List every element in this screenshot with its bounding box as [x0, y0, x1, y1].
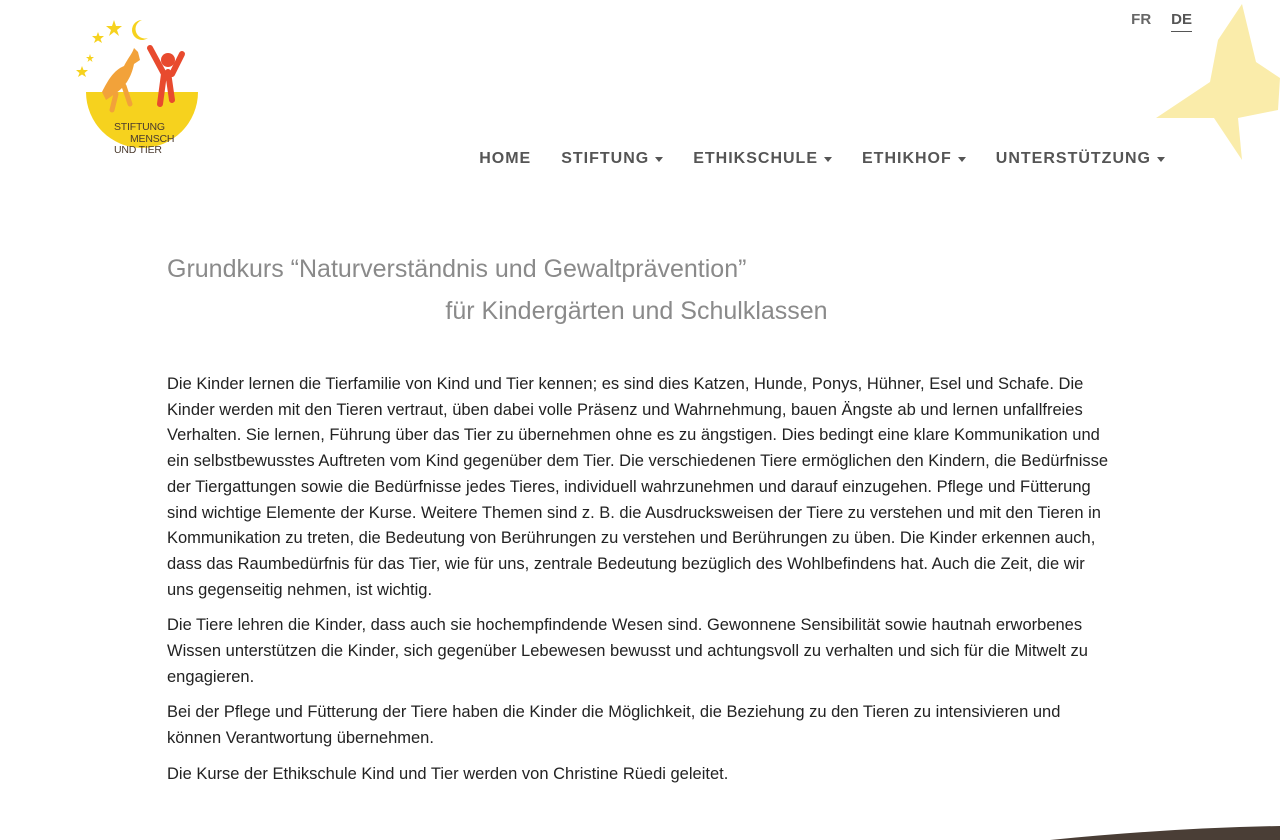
nav-item-label: HOME [479, 150, 532, 167]
nav-item-ethikhof[interactable] [847, 150, 981, 168]
language-link-de[interactable]: DE [1171, 11, 1192, 32]
logo-text-line-2: MENSCH [130, 132, 175, 145]
nav-item-stiftung[interactable] [546, 150, 678, 168]
language-link-fr[interactable]: FR [1131, 11, 1152, 28]
nav-item-label: STIFTUNG [561, 150, 650, 167]
content-paragraph-4: Die Kurse der Ethikschule Kind und Tier werden von Christine Rüedi geleitet. [167, 764, 729, 783]
nav-item-label: ETHIKHOF [862, 150, 952, 167]
chevron-down-icon [1157, 157, 1165, 162]
nav-item-unterstuetzung[interactable] [981, 150, 1180, 168]
page-subtitle: für Kindergärten und Schulklassen [445, 297, 828, 325]
chevron-down-icon [655, 157, 663, 162]
nav-item-home[interactable] [464, 150, 546, 168]
chevron-down-icon [824, 157, 832, 162]
logo-text-line-3: UND TIER [114, 144, 162, 156]
main-navigation [464, 150, 1180, 168]
main-content [167, 252, 1112, 798]
logo-text-line-1: STIFTUNG [114, 121, 165, 133]
logo[interactable] [72, 14, 212, 164]
content-paragraph-2: Die Tiere lehren die Kinder, dass auch sie hochempfindende Wesen sind. Gewonnene Sensibilität sowie hautnah erworbenes Wissen unterstützen die Kinder, sich gegenüber Lebewesen bewusst und achtungsvoll zu verhalten und sich für die Mitwelt zu engagieren. [167, 616, 1088, 686]
logo-text [114, 122, 174, 157]
chevron-down-icon [958, 157, 966, 162]
language-switcher [1131, 11, 1192, 32]
nav-item-label: ETHIKSCHULE [693, 150, 818, 167]
content-paragraph-3: Bei der Pflege und Fütterung der Tiere haben die Kinder die Möglichkeit, die Beziehung zu den Tieren zu intensivieren und können Verantwortung übernehmen. [167, 703, 1061, 748]
page-title: Grundkurs “Naturverständnis und Gewaltprävention” [167, 255, 747, 283]
content-paragraph-1: Die Kinder lernen die Tierfamilie von Kind und Tier kennen; es sind dies Katzen, Hunde, Ponys, Hühner, Esel und Schafe. Die Kinder werden mit den Tieren vertraut, üben dabei volle Präsenz und Wahrnehmung, bauen Ängste ab und lernen unfallfreies Verhalten. Sie lernen, Führung über das Tier zu übernehmen ohne es zu ängstigen. Dies bedingt eine klare Kommunikation und ein selbstbewusstes Auftreten vom Kind gegenüber dem Tier. Die verschiedenen Tiere ermöglichen den Kindern, die Bedürfnisse der Tiergattungen sowie die Bedürfnisse jedes Tieres, individuell wahrzunehmen und darauf einzugehen. Pflege und Fütterung sind wichtige Elemente der Kurse. Weitere Themen sind z. B. die Ausdrucksweisen der Tiere zu verstehen und mit den Tieren in Kommunikation zu treten, die Bedeutung von Berührungen zu verstehen und Berührungen zu üben. Die Kinder erkennen auch, dass das Raumbedürfnis für das Tier, wie für uns, zentrale Bedeutung bezüglich des Wohlbefindens hat. Auch die Zeit, die wir uns gegenseitig nehmen, ist wichtig. [167, 375, 1109, 599]
decorative-swoosh [1050, 826, 1280, 840]
nav-item-label: UNTERSTÜTZUNG [995, 150, 1151, 167]
nav-item-ethikschule[interactable] [678, 150, 847, 168]
